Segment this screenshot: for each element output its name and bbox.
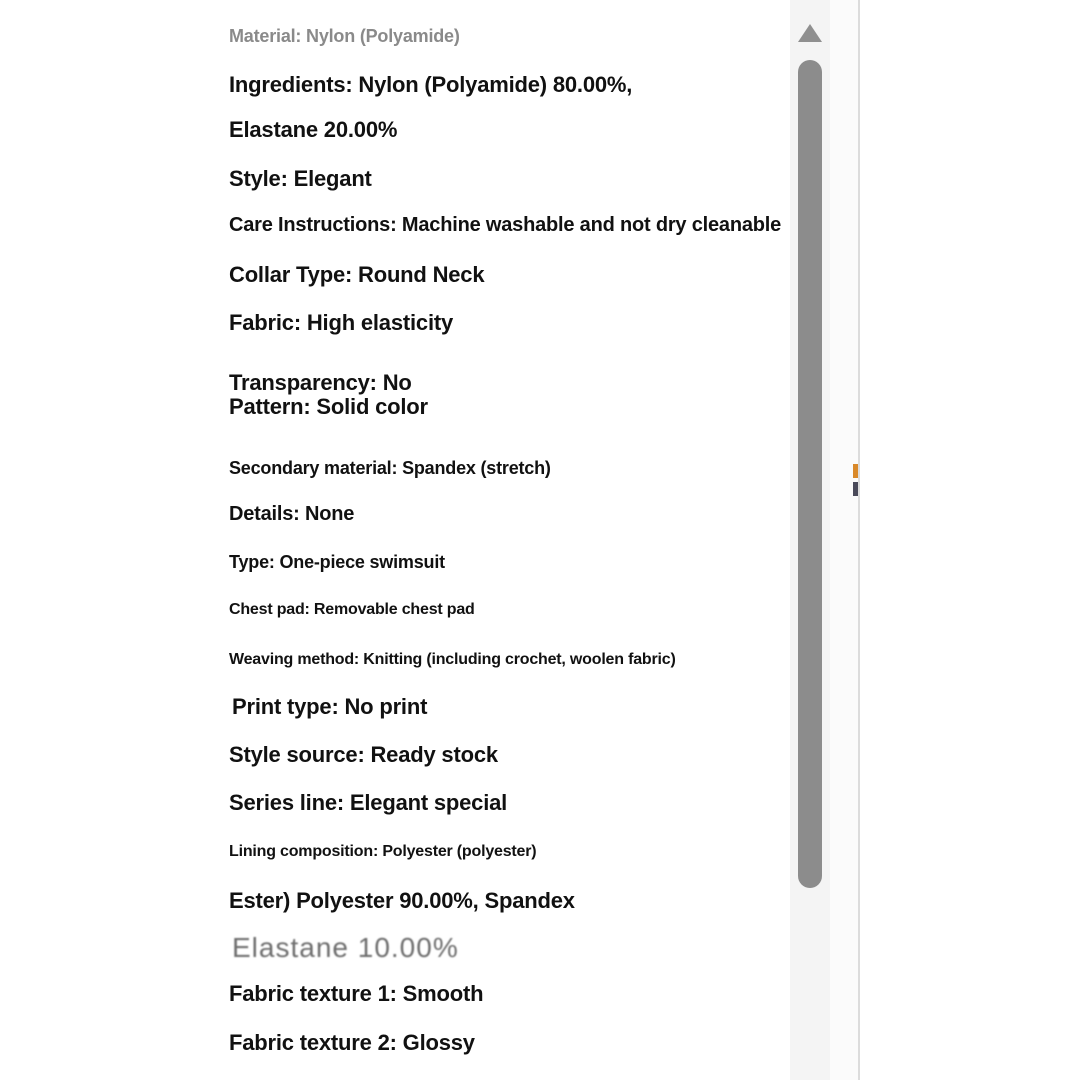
spec-material: Material: Nylon (Polyamide) (229, 26, 460, 46)
spec-fabric-texture-1: Fabric texture 1: Smooth (229, 981, 484, 1006)
scrollbar-thumb[interactable] (798, 60, 822, 888)
spec-series-line: Series line: Elegant special (229, 790, 508, 815)
spec-secondary-material: Secondary material: Spandex (stretch) (229, 458, 551, 478)
spec-details: Details: None (229, 503, 355, 525)
edge-accent-mark (853, 482, 858, 496)
spec-type: Type: One-piece swimsuit (229, 552, 445, 572)
adjacent-window-edge (830, 0, 860, 1080)
triangle-up-icon[interactable] (798, 24, 822, 42)
spec-pattern: Pattern: Solid color (229, 394, 428, 419)
spec-ingredients: Ingredients: Nylon (Polyamide) 80.00%, (229, 72, 633, 97)
spec-ingredients-cont: Elastane 20.00% (229, 117, 398, 142)
spec-lining-composition: Lining composition: Polyester (polyester) (229, 843, 537, 860)
spec-care-instructions: Care Instructions: Machine washable and not dry cleanable (229, 214, 782, 236)
spec-style: Style: Elegant (229, 166, 372, 191)
spec-style-source: Style source: Ready stock (229, 742, 498, 767)
spec-print-type: Print type: No print (232, 694, 428, 719)
edge-accent-mark (853, 464, 858, 478)
spec-collar-type: Collar Type: Round Neck (229, 262, 485, 287)
spec-lining-composition-cont: Ester) Polyester 90.00%, Spandex (229, 888, 575, 913)
spec-chest-pad: Chest pad: Removable chest pad (229, 601, 475, 618)
spec-fabric: Fabric: High elasticity (229, 310, 454, 335)
spec-fabric-texture-2: Fabric texture 2: Glossy (229, 1030, 475, 1055)
spec-lining-elastane: Elastane 10.00% (232, 932, 459, 963)
spec-transparency: Transparency: No (229, 370, 412, 395)
spec-weaving-method: Weaving method: Knitting (including crochet, woolen fabric) (229, 651, 676, 668)
